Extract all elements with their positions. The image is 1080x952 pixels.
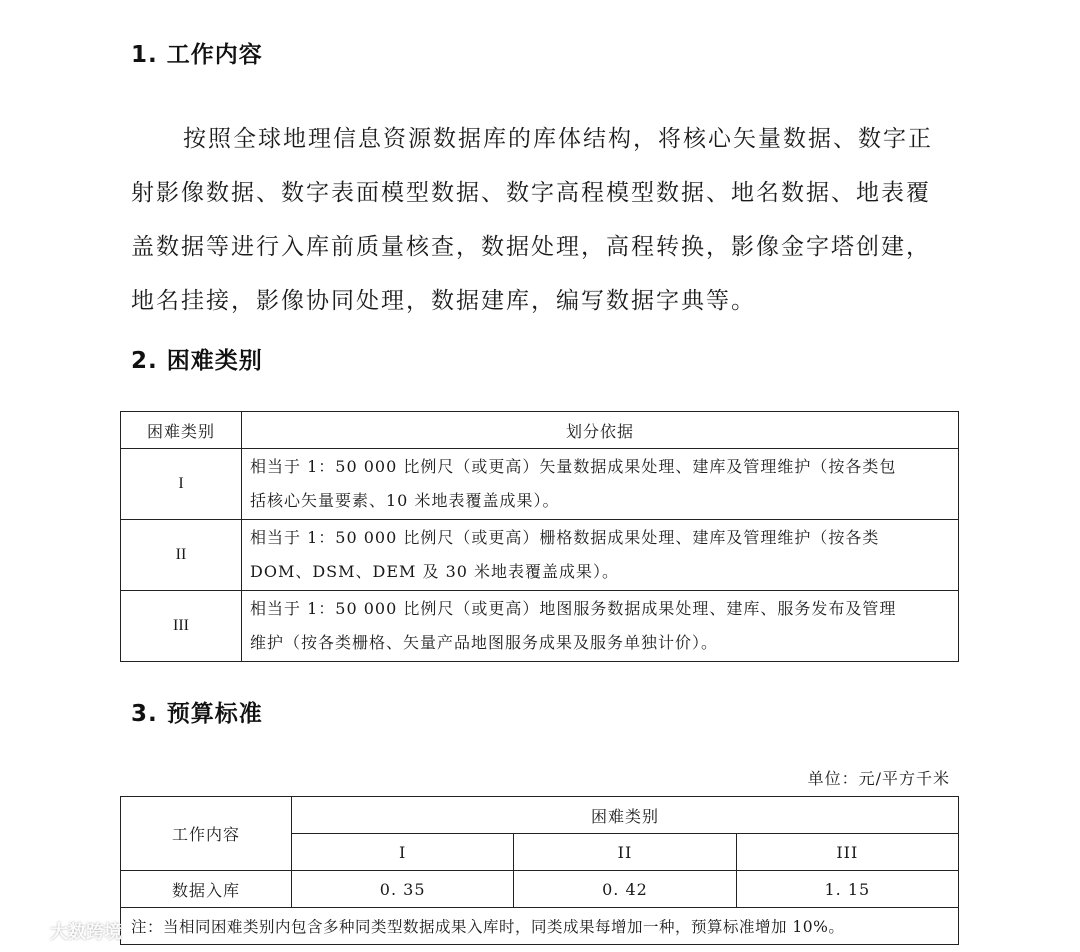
paragraph-line: 盖数据等进行入库前质量核查，数据处理，高程转换，影像金字塔创建， (131, 234, 931, 260)
header-category: 困难类别 (121, 412, 242, 449)
basis-line: 维护（按各类栅格、矢量产品地图服务成果及服务单独计价）。 (250, 633, 719, 652)
budget-table (120, 796, 959, 945)
table-row (121, 871, 959, 908)
row-label: 数据入库 (121, 871, 292, 908)
paragraph-line: 地名挂接，影像协同处理，数据建库，编写数据字典等。 (131, 288, 756, 314)
logo-icon (6, 920, 46, 942)
unit-label: 单位：元/平方千米 (807, 769, 950, 788)
watermark-text: 大数跨境 (50, 922, 122, 943)
value-cell: 1. 15 (736, 871, 958, 908)
section-heading-difficulty: 2. 困难类别 (131, 348, 263, 374)
header-work-content: 工作内容 (121, 797, 292, 871)
watermark (6, 918, 122, 944)
paragraph-line: 按照全球地理信息资源数据库的库体结构，将核心矢量数据、数字正 (183, 126, 933, 152)
work-content-paragraph (131, 112, 951, 328)
table-header-row (121, 797, 959, 834)
table-note: 注：当相同困难类别内包含多种同类型数据成果入库时，同类成果每增加一种，预算标准增加 10%。 (121, 908, 959, 945)
value-cell: 0. 35 (292, 871, 514, 908)
section-heading-budget: 3. 预算标准 (131, 701, 263, 727)
header-category-i: I (292, 834, 514, 871)
table-note-row (121, 908, 959, 945)
category-cell: II (121, 520, 242, 591)
table-row (121, 591, 959, 662)
basis-line: 相当于 1：50 000 比例尺（或更高）地图服务数据成果处理、建库、服务发布及管理 (250, 599, 897, 618)
header-category-ii: II (514, 834, 736, 871)
difficulty-table (120, 411, 959, 662)
basis-line: DOM、DSM、DEM 及 30 米地表覆盖成果）。 (250, 562, 620, 581)
basis-cell (242, 449, 959, 520)
table-header-row (121, 412, 959, 449)
basis-cell (242, 591, 959, 662)
basis-line: 相当于 1：50 000 比例尺（或更高）栅格数据成果处理、建库及管理维护（按各类 (250, 528, 880, 547)
paragraph-line: 射影像数据、数字表面模型数据、数字高程模型数据、地名数据、地表覆 (131, 180, 931, 206)
header-basis: 划分依据 (242, 412, 959, 449)
category-cell: I (121, 449, 242, 520)
basis-cell (242, 520, 959, 591)
category-cell: III (121, 591, 242, 662)
value-cell: 0. 42 (514, 871, 736, 908)
section-heading-work-content: 1. 工作内容 (131, 42, 263, 68)
table-row (121, 449, 959, 520)
basis-line: 括核心矢量要素、10 米地表覆盖成果）。 (250, 491, 560, 510)
table-row (121, 520, 959, 591)
basis-line: 相当于 1：50 000 比例尺（或更高）矢量数据成果处理、建库及管理维护（按各类包 (250, 457, 897, 476)
header-category-iii: III (736, 834, 958, 871)
header-difficulty: 困难类别 (292, 797, 959, 834)
